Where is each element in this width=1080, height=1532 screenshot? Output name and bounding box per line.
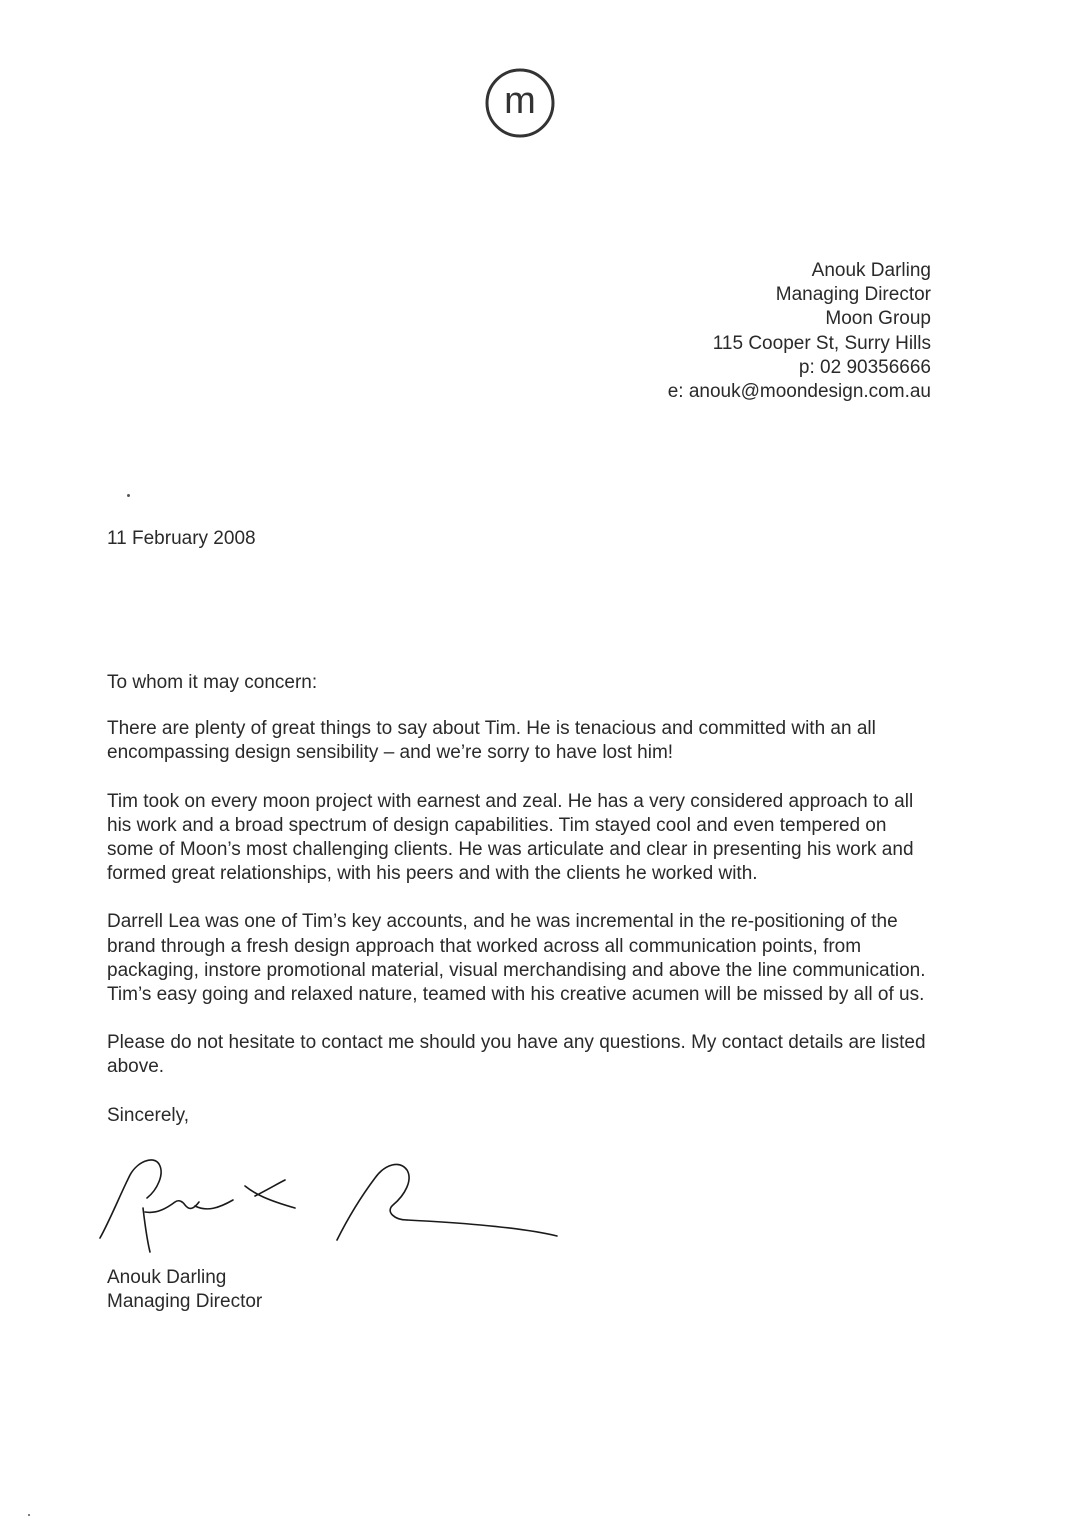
signoff-name: Anouk Darling	[107, 1267, 227, 1288]
body-paragraph: Please do not hesitate to contact me should you have any questions. My contact details are listed above.	[107, 1032, 926, 1078]
sender-name: Anouk Darling	[811, 260, 931, 281]
signoff-block	[107, 1266, 262, 1314]
moon-logo-icon	[484, 67, 556, 139]
paper-speck	[127, 494, 130, 497]
body-paragraph: There are plenty of great things to say about Tim. He is tenacious and committed with an all encompassing design sensibility – and we’re sorry to have lost him!	[107, 718, 876, 764]
moon-logo	[484, 67, 556, 139]
sender-title: Managing Director	[775, 284, 931, 306]
sender-address: 115 Cooper St, Surry Hills	[712, 332, 931, 354]
handwritten-signature	[95, 1150, 565, 1255]
paper-speck	[28, 1514, 30, 1516]
salutation: To whom it may concern:	[107, 672, 318, 693]
sender-company: Moon Group	[825, 308, 931, 330]
signoff-title: Managing Director	[107, 1291, 263, 1313]
sender-phone: p: 02 90356666	[798, 356, 931, 378]
sender-block	[668, 259, 931, 404]
logo-letter: m	[504, 80, 536, 122]
closing: Sincerely,	[107, 1104, 190, 1126]
body-paragraph: Tim took on every moon project with earnest and zeal. He has a very considered approach to all his work and a broad spectrum of design capabilities. Tim stayed cool and even tempered on some of Moon’s most challenging clients. He was articulate and clear in presenting his work and formed great relationships, with his peers and with the clients he worked with.	[107, 790, 914, 885]
body-paragraph: Darrell Lea was one of Tim’s key accounts, and he was incremental in the re-positioning of the brand through a fresh design approach that worked across all communication points, from packaging, instore promotional material, visual merchandising and above the line communication. Tim’s easy going and relaxed nature, teamed with his creative acumen will be missed by all of us.	[107, 911, 926, 1006]
sender-email: e: anouk@moondesign.com.au	[667, 381, 931, 403]
letter-body	[107, 671, 937, 1128]
letter-date: 11 February 2008	[107, 528, 256, 549]
